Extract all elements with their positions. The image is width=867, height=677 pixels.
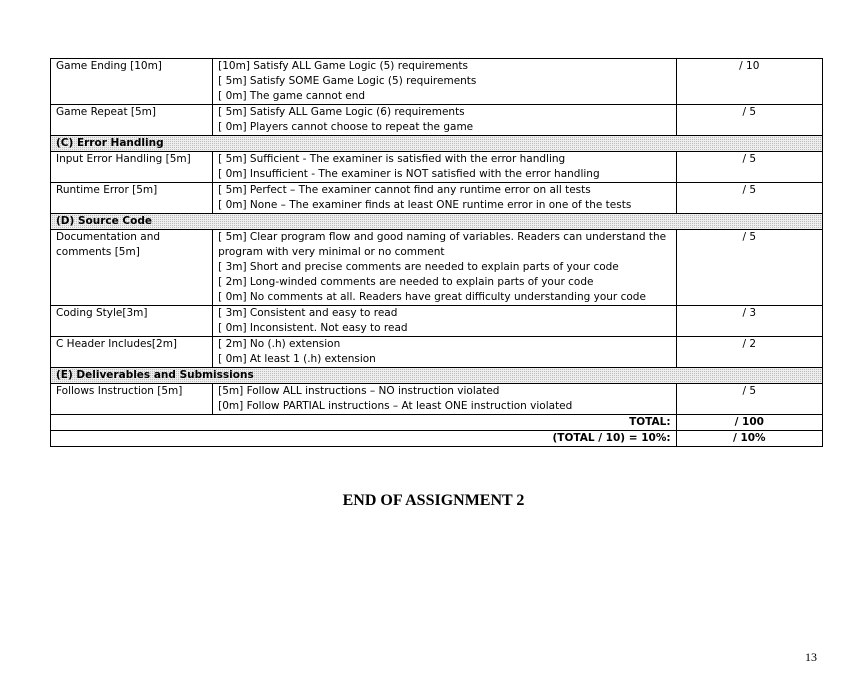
criterion-line: [ 0m] Insufficient - The examiner is NOT satisfied with the error handling: [218, 168, 600, 180]
section-header-row: [51, 368, 823, 384]
criterion-line: [ 5m] Satisfy ALL Game Logic (6) requirements: [218, 106, 465, 118]
score-cell: / 5: [676, 183, 822, 214]
score-cell: / 10: [676, 59, 822, 105]
rubric-row: [51, 306, 823, 337]
criterion-line: [ 2m] Long-winded comments are needed to explain parts of your code: [218, 276, 594, 288]
criterion-line: [10m] Satisfy ALL Game Logic (5) requirements: [218, 60, 468, 72]
criterion-descriptions: [213, 105, 676, 136]
criterion-line: [5m] Follow ALL instructions – NO instruction violated: [218, 385, 500, 397]
score-cell: / 5: [676, 230, 822, 306]
criterion-label: Documentation and comments [5m]: [51, 230, 213, 306]
rubric-row: [51, 183, 823, 214]
criterion-descriptions: [213, 183, 676, 214]
rubric-row: [51, 105, 823, 136]
criterion-line: [ 5m] Clear program flow and good naming of variables. Readers can understand the: [218, 231, 667, 243]
total-label: TOTAL:: [51, 415, 677, 431]
grading-rubric-table: [50, 58, 823, 447]
total-row: [51, 415, 823, 431]
end-of-assignment-heading: END OF ASSIGNMENT 2: [342, 492, 525, 509]
rubric-row: [51, 384, 823, 415]
score-cell: / 5: [676, 152, 822, 183]
criterion-line: [ 0m] At least 1 (.h) extension: [218, 353, 376, 365]
total-score: / 100: [676, 415, 822, 431]
rubric-row: [51, 230, 823, 306]
score-cell: / 5: [676, 384, 822, 415]
criterion-descriptions: [213, 306, 676, 337]
criterion-descriptions: [213, 152, 676, 183]
criterion-label: Follows Instruction [5m]: [51, 384, 213, 415]
rubric-row: [51, 337, 823, 368]
criterion-line: [ 0m] No comments at all. Readers have great difficulty understanding your code: [218, 291, 646, 303]
section-header-row: [51, 214, 823, 230]
score-cell: / 5: [676, 105, 822, 136]
criterion-line: [ 0m] None – The examiner finds at least ONE runtime error in one of the tests: [218, 199, 632, 211]
weighted-total-score: / 10%: [676, 431, 822, 447]
section-header: (D) Source Code: [51, 214, 823, 230]
criterion-descriptions: [213, 59, 676, 105]
criterion-line: [ 0m] Players cannot choose to repeat the game: [218, 121, 474, 133]
score-cell: / 2: [676, 337, 822, 368]
criterion-line: [ 5m] Sufficient - The examiner is satisfied with the error handling: [218, 153, 566, 165]
section-header: (E) Deliverables and Submissions: [51, 368, 823, 384]
weighted-total-label: (TOTAL / 10) = 10%:: [51, 431, 677, 447]
criterion-line: [ 2m] No (.h) extension: [218, 338, 341, 350]
rubric-body: [51, 59, 823, 415]
section-header-row: [51, 136, 823, 152]
criterion-label: Game Repeat [5m]: [51, 105, 213, 136]
criterion-label: Input Error Handling [5m]: [51, 152, 213, 183]
criterion-line: [ 0m] The game cannot end: [218, 90, 366, 102]
criterion-line: [ 3m] Consistent and easy to read: [218, 307, 398, 319]
page-number: 13: [805, 650, 817, 664]
weighted-total-row: [51, 431, 823, 447]
criterion-line: [ 0m] Inconsistent. Not easy to read: [218, 322, 408, 334]
criterion-label: Coding Style[3m]: [51, 306, 213, 337]
criterion-line: [ 5m] Perfect – The examiner cannot find any runtime error on all tests: [218, 184, 591, 196]
criterion-descriptions: [213, 384, 676, 415]
criterion-line: program with very minimal or no comment: [218, 246, 445, 258]
criterion-descriptions: [213, 337, 676, 368]
section-header: (C) Error Handling: [51, 136, 823, 152]
criterion-descriptions: [213, 230, 676, 306]
rubric-row: [51, 59, 823, 105]
score-cell: / 3: [676, 306, 822, 337]
rubric-row: [51, 152, 823, 183]
criterion-line: [ 3m] Short and precise comments are needed to explain parts of your code: [218, 261, 619, 273]
criterion-label: Runtime Error [5m]: [51, 183, 213, 214]
criterion-label: Game Ending [10m]: [51, 59, 213, 105]
criterion-label: C Header Includes[2m]: [51, 337, 213, 368]
criterion-line: [0m] Follow PARTIAL instructions – At least ONE instruction violated: [218, 400, 573, 412]
criterion-line: [ 5m] Satisfy SOME Game Logic (5) requirements: [218, 75, 477, 87]
